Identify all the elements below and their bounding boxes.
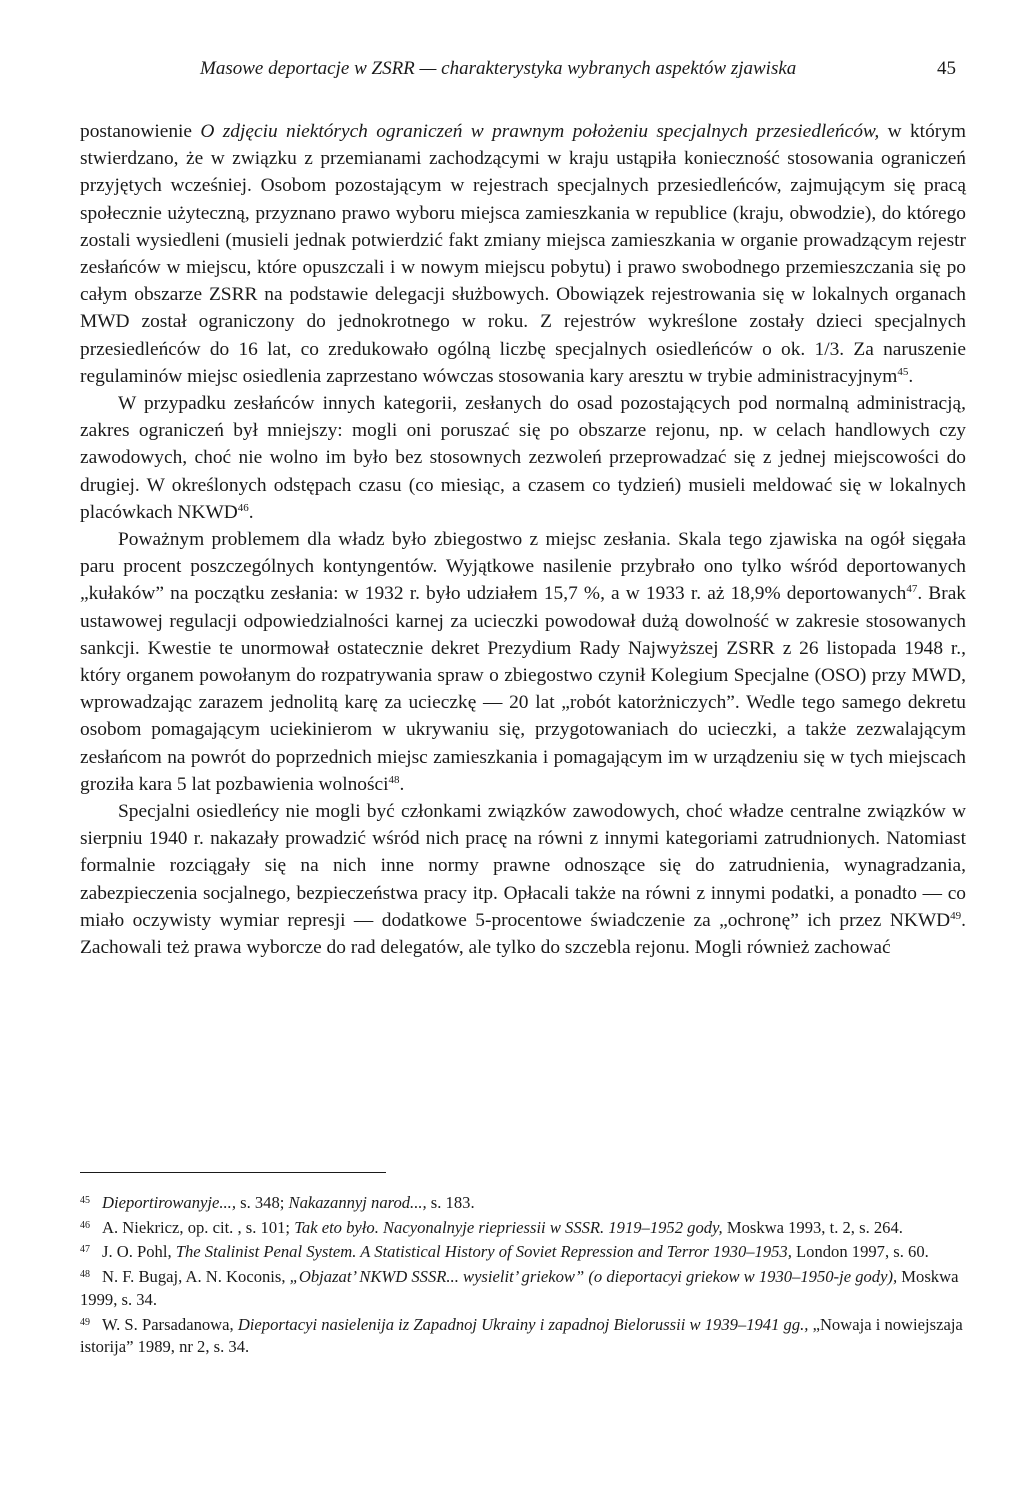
citation-text: s. 183.: [426, 1193, 475, 1212]
citation-title: Dieportirowanyje...,: [102, 1193, 236, 1212]
paragraph: [80, 798, 966, 961]
footnotes: [80, 1190, 966, 1359]
footnote-divider: [80, 1172, 386, 1173]
citation-text: s. 348;: [235, 1193, 289, 1212]
main-text: [80, 118, 966, 961]
citation-text: „Nowaja i nowiejszaja istorija” 1989, nr 2, s. 34.: [80, 1314, 963, 1357]
text-run: .: [248, 501, 254, 523]
footnote-text: [102, 1218, 903, 1237]
page-number: 45: [937, 58, 956, 79]
paragraph: [80, 526, 966, 798]
footnote: [80, 1312, 966, 1359]
footnote-number: 45: [80, 1195, 90, 1206]
footnote-number: 48: [80, 1269, 90, 1281]
footnote-number: 49: [80, 1316, 90, 1328]
text-run: w którym stwierdzano, że w związku z przemianami zachodzącymi w kraju ustąpiła konieczność stosowania ograniczeń przyjętych wcześniej. Osobom pozostającym w rejestrach specjalnych przesiedleńców, zajmującym się pracą społecznie użyteczną, przyznano prawo wyboru miejsca zamieszkania w republice (kraju, obwodzie), do którego zostali wysiedleni (musieli jednak potwierdzić fakt zmiany miejsca zamieszkania w organie prowadzącym rejestr zesłańców w miejscu, które opuszczali i w nowym miejscu pobytu) i prawo swobodnego przemieszczania się po całym obszarze ZSRR na podstawie delegacji służbowych. Obowiązek rejestrowania się w lokalnych organach MWD został ograniczony do jednokrotnego w roku. Z rejestrów wykreślone zostały dzieci specjalnych przesiedleńców do 16 lat, co zredukowało ogólną liczbę specjalnych osiedleńców o ok. 1/3. Za naruszenie regulaminów miejsc osiedlenia zaprzestano wówczas stosowania kary aresztu w trybie administracyjnym: [80, 121, 966, 387]
footnote-reference[interactable]: 49: [950, 909, 962, 922]
citation-text: Moskwa 1993, t. 2, s. 264.: [722, 1217, 903, 1237]
paragraph: [80, 118, 966, 390]
citation-text: N. F. Bugaj, A. N. Koconis,: [102, 1267, 290, 1287]
footnote: [80, 1264, 966, 1311]
footnote-number: 47: [80, 1244, 90, 1256]
text-run: Poważnym problemem dla władz było zbiegostwo z miejsc zesłania. Skala tego zjawiska na ogół sięgała paru procent poszczególnych kontyngentów. Wyjątkowe nasilenie przybrało ono tylko wśród deportowanych „kułaków” na początku zesłania: w 1932 r. było udziałem 15,7 %, a w 1933 r. aż 18,9% deportowanych: [80, 529, 966, 605]
text-run: .: [908, 365, 914, 387]
text-run: .: [399, 773, 405, 795]
citation-title: The Stalinist Penal System. A Statistical History of Soviet Repression and Terror 1930–1953,: [175, 1242, 792, 1262]
citation-text: J. O. Pohl,: [102, 1242, 176, 1262]
paragraph: [80, 390, 966, 526]
footnote-reference[interactable]: 46: [237, 501, 249, 514]
citation-text: W. S. Parsadanowa,: [102, 1314, 238, 1334]
citation-text: London 1997, s. 60.: [791, 1242, 929, 1262]
citation-title: „Objazat’ NKWD SSSR... wysielit’ griekow” (o dieportacyi griekow w 1930–1950-je gody),: [289, 1267, 898, 1287]
citation-title: Nakazannyj narod...,: [288, 1193, 427, 1212]
italic-title: O zdjęciu niektórych ograniczeń w prawnym położeniu specjalnych przesiedleńców,: [200, 121, 880, 142]
footnote: [80, 1215, 966, 1240]
text-run: Specjalni osiedleńcy nie mogli być członkami związków zawodowych, choć władze centralne związków w sierpniu 1940 r. nakazały prowadzić wśród nich pracę na równi z innymi kategoriami zatrudnionych. Natomiast formalnie rozciągały się na nich inne normy prawne odnoszące się do zatrudnienia, wynagradzania, zabezpieczenia socjalnego, bezpieczeństwa pracy itp. Opłacali także na równi z innymi podatki, a ponadto — co miało oczywisty wymiar represji — dodatkowe 5-procentowe świadczenie za „ochronę” ich przez NKWD: [80, 801, 966, 931]
running-title: Masowe deportacje w ZSRR — charakterystyka wybranych aspektów zjawiska: [200, 58, 797, 79]
citation-title: Dieportacyi nasielenija iz Zapadnoj Ukrainy i zapadnoj Bielorussii w 1939–1941 gg.,: [237, 1314, 809, 1334]
footnote-reference[interactable]: 47: [906, 583, 918, 596]
text-run: W przypadku zesłańców innych kategorii, zesłanych do osad pozostających pod normalną administracją, zakres ograniczeń był mniejszy: mogli oni poruszać się po obszarze rejonu, np. w celach handlowych czy zawodowych, choć nie wolno im było bez stosownych zezwoleń przeprowadzać się z jednej miejscowości do drugiej. W określonych odstępach czasu (co miesiąc, a czasem co tydzień) musieli meldować się w lokalnych placówkach NKWD: [80, 393, 966, 523]
footnote-text: [80, 1267, 958, 1309]
citation-title: Tak eto było. Nacyonalnyje riepriessii w SSSR. 1919–1952 gody,: [294, 1217, 723, 1237]
text-run: . Brak ustawowej regulacji odpowiedzialności karnej za ucieczki powodował dużą dowolność w zakresie stosowanych sankcji. Kwestie te unormował ostatecznie dekret Prezydium Rady Najwyższej ZSRR z 26 listopada 1948 r., który organem powołanym do rozpatrywania spraw o zbiegostwo czynił Kolegium Specjalne (OSO) przy MWD, wprowadzając zarazem jednolitą karę za ucieczkę — 20 lat „robót katorżniczych”. Wedle tego samego dekretu osobom pomagającym uciekinierom w ukrywaniu się, przygotowaniach do ucieczki, a także zezwalającym zesłańcom na powrót do poprzednich miejsc zamieszkania i pomagającym im w urządzeniu się w tych miejscach groziła kara 5 lat pozbawienia wolności: [80, 583, 967, 795]
text-run: . Zachowali też prawa wyborcze do rad delegatów, ale tylko do szczebla rejonu. Mogli również zachować: [80, 909, 966, 959]
footnote-reference[interactable]: 48: [388, 773, 400, 786]
footnote: [80, 1239, 966, 1264]
text-run: postanowienie: [80, 121, 201, 142]
footnote-number: 46: [80, 1219, 90, 1231]
footnote: [80, 1190, 966, 1215]
footnote-reference[interactable]: 45: [897, 365, 909, 378]
citation-text: Moskwa 1999, s. 34.: [80, 1267, 959, 1309]
footnote-text: [102, 1193, 475, 1212]
footnote-text: [80, 1315, 963, 1357]
footnote-text: [102, 1242, 929, 1261]
citation-text: A. Niekricz, op. cit. , s. 101;: [102, 1217, 295, 1237]
